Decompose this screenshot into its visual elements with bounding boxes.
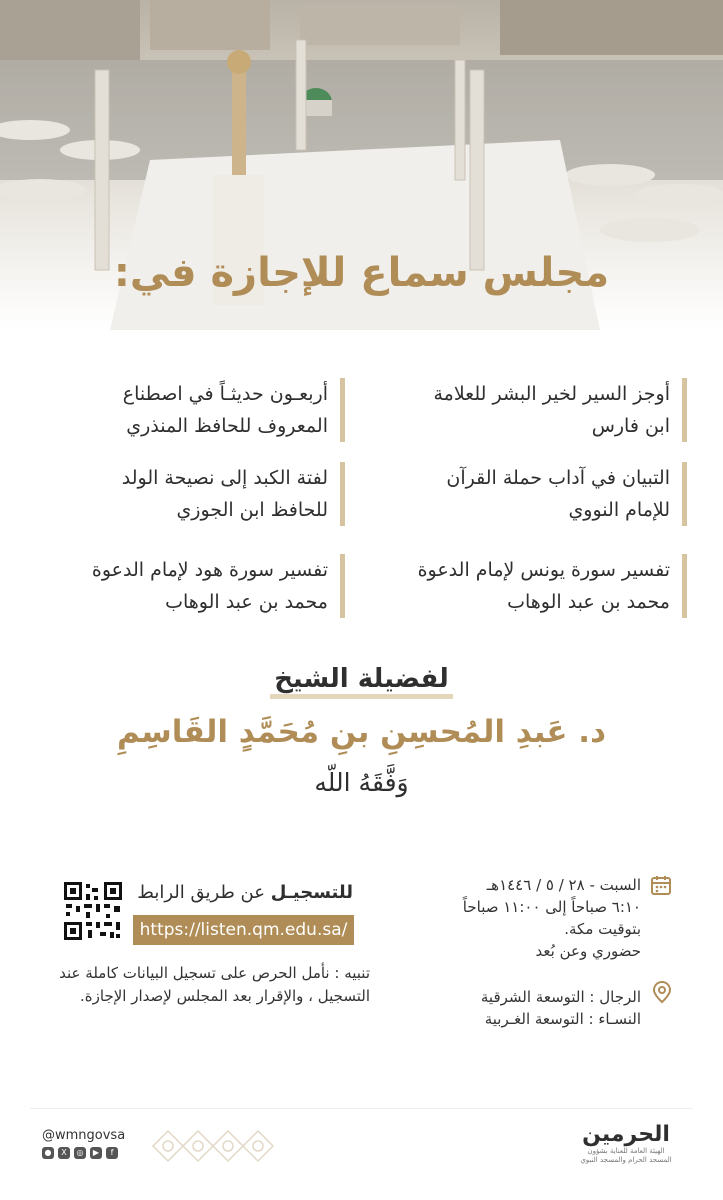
x-icon[interactable]: X: [58, 1147, 70, 1159]
register-link[interactable]: https://listen.qm.edu.sa/: [133, 915, 354, 945]
youtube-icon[interactable]: ▶: [90, 1147, 102, 1159]
page-title: مجلس سماع للإجازة في:: [113, 250, 610, 296]
schedule-time: ٦:١٠ صباحاً إلى ١١:٠٠ صباحاً: [462, 898, 641, 916]
location-block: [381, 986, 641, 1030]
schedule-timezone: بتوقيت مكة.: [564, 920, 641, 938]
footer-divider: [30, 1108, 693, 1109]
book-title-line: التبيان في آداب حملة القرآن: [446, 467, 670, 489]
registration-note: تنبيه : نأمل الحرص على تسجيل البيانات كاملة عند التسجيل ، والإقرار بعد المجلس لإصدار الإجازة.: [59, 964, 370, 1005]
haramain-logo: [571, 1122, 681, 1165]
logo-subtitle-1: الهيئة العامة للعناية بشؤون: [587, 1147, 665, 1155]
sheikh-label-text: لفضيلة الشيخ: [270, 664, 453, 699]
book-author-line: المعروف للحافظ المنذري: [126, 415, 328, 437]
logo-subtitle-2: المسجد الحرام والمسجد النبوي: [580, 1156, 672, 1164]
book-item: [33, 462, 345, 526]
book-title-line: أوجز السير لخير البشر للعلامة: [433, 383, 670, 405]
book-title-line: لفتة الكبد إلى نصيحة الولد: [121, 467, 328, 489]
book-author-line: محمد بن عبد الوهاب: [165, 591, 328, 613]
social-handle[interactable]: @wmngovsa: [42, 1128, 126, 1143]
book-item: [33, 554, 345, 618]
schedule-date: السبت - ٢٨ / ٥ / ١٤٤٦هـ: [486, 876, 641, 894]
facebook-icon[interactable]: f: [106, 1147, 118, 1159]
schedule-mode: حضوري وعن بُعد: [535, 942, 641, 960]
book-author-line: للإمام النووي: [568, 499, 670, 521]
book-item: [375, 554, 687, 618]
book-author-line: ابن فارس: [591, 415, 670, 437]
register-title-bold: للتسجيـل: [270, 882, 353, 903]
sheikh-dua: وَفَّقَهُ اللّه: [314, 768, 409, 797]
sheikh-label: [0, 664, 723, 694]
map-pin-icon: [651, 980, 673, 1008]
book-item: [375, 378, 687, 442]
instagram-icon[interactable]: ◎: [74, 1147, 86, 1159]
book-author-line: محمد بن عبد الوهاب: [507, 591, 670, 613]
snapchat-icon[interactable]: ●: [42, 1147, 54, 1159]
register-title-rest: عن طريق الرابط: [137, 882, 265, 903]
book-title-line: تفسير سورة يونس لإمام الدعوة: [417, 559, 670, 581]
decorative-pattern: [148, 1126, 278, 1166]
register-heading: [123, 882, 353, 903]
location-men: الرجال : التوسعة الشرقية: [480, 988, 641, 1006]
book-item: [33, 378, 345, 442]
book-author-line: للحافظ ابن الجوزي: [176, 499, 328, 521]
qr-code[interactable]: [62, 880, 124, 942]
book-title-line: تفسير سورة هود لإمام الدعوة: [91, 559, 328, 581]
schedule-block: [381, 874, 641, 962]
location-women: النسـاء : التوسعة الغـربية: [484, 1010, 641, 1028]
book-title-line: أربعـون حديثـاً في اصطناع: [122, 383, 328, 405]
logo-name: الحرمين: [582, 1122, 670, 1147]
calendar-icon: [650, 874, 672, 900]
social-icons: [42, 1147, 118, 1159]
sheikh-name: د. عَبدِ المُحسِنِ بنِ مُحَمَّدٍ القَاسِمِ: [117, 714, 606, 750]
book-item: [375, 462, 687, 526]
